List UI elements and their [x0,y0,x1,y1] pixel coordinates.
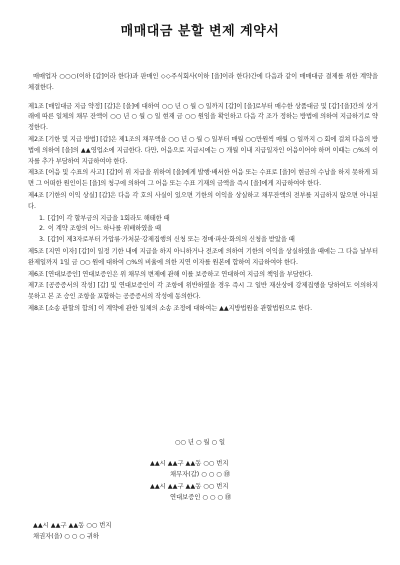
guarantor-address: ▲▲시 ▲▲구 ▲▲동 ○○ 번지 [150,483,229,490]
list-item [28,235,378,246]
list-item [28,214,378,225]
contract-date: ○○ 년 ○ 월 ○ 일 [174,439,226,446]
article-3: 제3조 [어음 및 수표의 사고] [갑]이 위 지급을 위하여 [을]에게 발행·배서한 어음 또는 수표로 [을]이 현금의 수납을 하지 못하게 되면 그 어떠한 원인이든 [을]의 청구에 의하여 그 어음 또는 수표 기재의 금액을 즉시 [을]에게 지급하여야 한다. [28,169,378,188]
article-2: 제2조 [기한 및 지급 방법] [갑]은 제1조의 채무액을 ○○ 년 ○ 월 ○ 일부터 매월 ○○만원씩 매월 ○ 일까지 ○ 회에 걸쳐 다음의 방법에 의하여 [을]의 ▲▲영업소에 지급한다. 다만, 어음으로 지급시에는 ○ 개월 이내 지급일자인 어음이어야 하며 이때는 ○%의 이자를 추가 부담하여 지급하여야 한다. [28,135,378,165]
debtor-block [150,459,230,480]
intro-paragraph: 매매업자 ○○○(이하 [갑]이라 한다)과 판매인 ◇◇주식회사(이하 [을]이라 한다)간에 다음과 같이 매매대금 결제를 위한 계약을 체결한다. [28,73,378,91]
article-1: 제1조 [매입대금 지급 약정] [갑]은 [을]에 대하여 ○○ 년 ○ 월 ○ 일까지 [갑]이 [을]로부터 매수한 상품대금 및 [갑]·[을]간의 상거래에 따른 일체의 채무 잔액이 ○○ 년 ○ 월 ○ 일 현재 금 ○○ 원임을 확인하고 다음 각 조가 정하는 방법에 의하여 지급하기로 약정한다. [28,102,378,132]
guarantor-block [150,482,231,503]
article-5: 제5조 [지연 이자] [갑]이 일정 기한 내에 지급을 하지 아니하거나 전조에 의하여 기한의 이익을 상실하였을 때에는 그 다음 날부터 완제일까지 1일 금 ○○ 원에 대하여 ○%의 비율에 의한 지연 이자를 원본에 합하여 지급하여야 한다. [28,247,378,266]
item-number: 3. [39,236,45,244]
item-text: 이 계약 조항의 어느 하나를 위배하였을 때 [47,225,162,233]
article-6: 제6조 [연대보증인] 연대보증인은 위 채무의 변제에 관해 이를 보증하고 연대하여 지급의 책임을 부담한다. [28,270,313,278]
creditor-address: ▲▲시 ▲▲구 ▲▲동 ○○ 번지 [33,522,112,529]
item-number: 1. [39,214,45,222]
guarantor-signature-line: 연대보증인 ○ ○ ○ ㊞ [170,493,232,501]
item-number: 2. [39,225,45,233]
article-8: 제8조 [소송 관할의 합의] 이 계약에 관한 일체의 소송 조정에 대하여는 ▲▲지방법원을 관할법원으로 한다. [28,304,313,312]
article-7: 제7조 [공증증서의 작성] [갑] 및 연대보증인이 각 조항에 위반하였을 경우 즉시 그 일반 재산상에 강제집행을 당하여도 이의하지 못하고 본 조 승인 조항을 포함하는 공증증서의 작성에 동의한다. [28,282,378,301]
debtor-address: ▲▲시 ▲▲구 ▲▲동 ○○ 번지 [150,460,229,467]
debtor-signature-line: 채무자(갑) ○ ○ ○ ㊞ [170,470,231,478]
item-text: [갑]이 제3자로부터 가압류·가처분·강제집행의 신청 또는 경매·파산·화의의 신청을 받았을 때 [47,236,295,244]
contract-body [28,72,378,316]
list-item [28,224,378,235]
creditor-line: 채권자(을) ○ ○ ○ 귀하 [33,532,99,540]
creditor-block [33,521,111,542]
article-4-items [28,214,378,246]
document-title: 매매대금 분할 변제 계약서 [120,24,280,39]
article-4: 제4조 [기한의 이익 상실] [갑]은 다음 각 호의 사실이 있으면 기한의 이익을 상실하고 채무잔액의 전부를 지급하지 않으면 아니된다. [28,191,378,210]
item-text: [갑]이 각 할부금의 지급을 1회라도 해태한 때 [47,214,170,222]
